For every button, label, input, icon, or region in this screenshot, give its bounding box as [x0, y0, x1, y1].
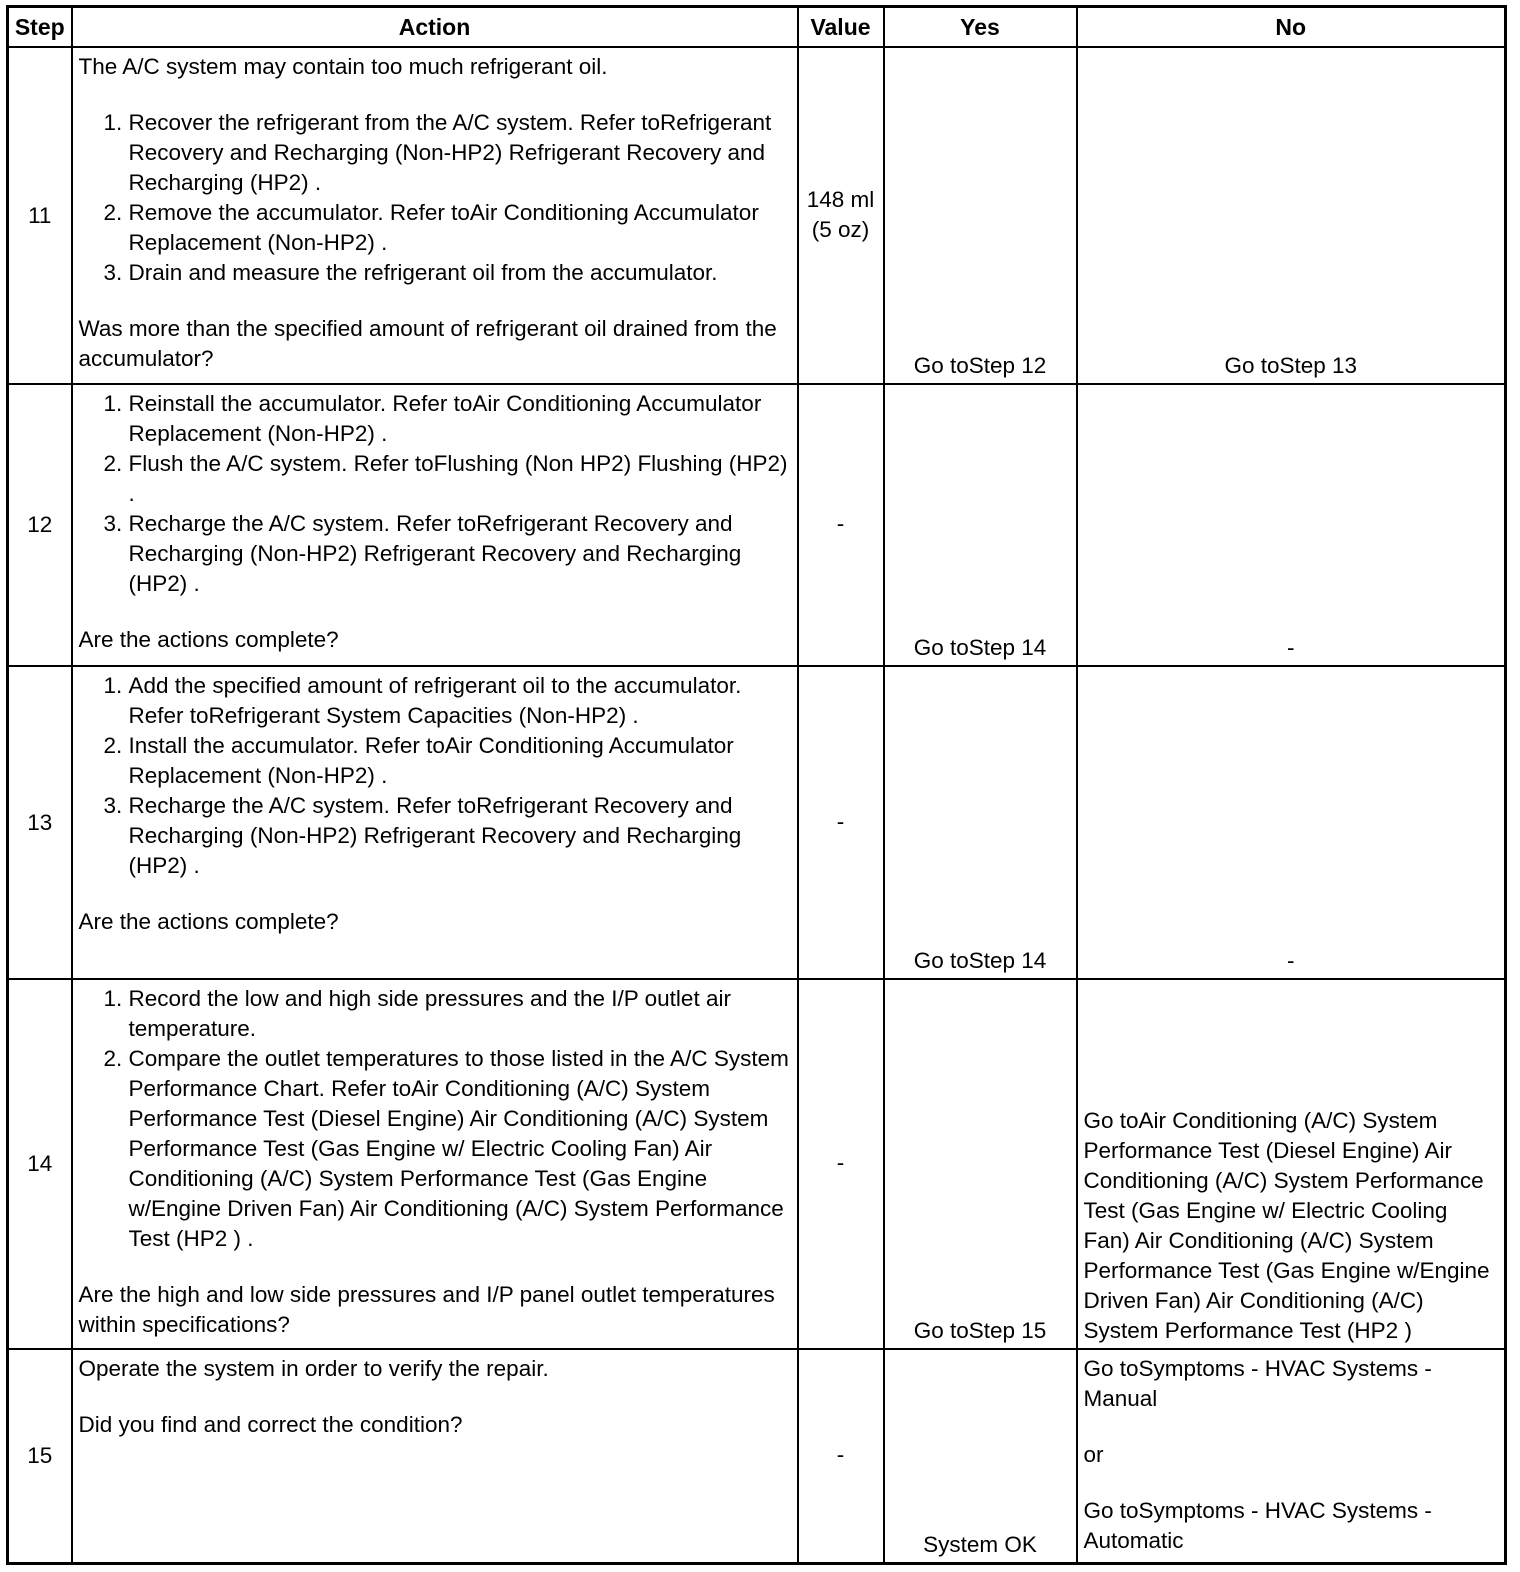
action-cell — [72, 384, 798, 666]
action-question: Are the actions complete? — [78, 909, 339, 934]
yes-cell: Go toStep 14 — [884, 666, 1077, 979]
no-cell: - — [1077, 666, 1506, 979]
no-option-or: or — [1083, 1442, 1104, 1467]
list-item: 1. Record the low and high side pressures and the I/P outlet air temperature. — [129, 984, 791, 1044]
list-item: 2. Flush the A/C system. Refer toFlushing (Non HP2) Flushing (HP2) . — [129, 449, 791, 509]
action-cell — [72, 666, 798, 979]
value-cell: - — [798, 1349, 884, 1564]
action-question: Are the actions complete? — [78, 627, 339, 652]
list-item: 2. Compare the outlet temperatures to those listed in the A/C System Performance Chart. Refer toAir Conditioning (A/C) System Performance Test (Diesel Engine) Air Conditioning (A/C) System Performance Test (Gas Engine w/ Electric Cooling Fan) Air Conditioning (A/C) System Performance Test (Gas Engine w/Engine Driven Fan) Air Conditioning (A/C) System Performance Test (HP2 ) . — [129, 1044, 791, 1254]
list-item: 2. Remove the accumulator. Refer toAir Conditioning Accumulator Replacement (Non-HP2) . — [129, 198, 791, 258]
no-cell: Go toStep 13 — [1077, 47, 1506, 384]
diagnostic-table — [6, 5, 1507, 1565]
header-row — [8, 7, 1506, 48]
list-item: 1. Recover the refrigerant from the A/C system. Refer toRefrigerant Recovery and Recharging (Non-HP2) Refrigerant Recovery and Recharging (HP2) . — [129, 108, 791, 198]
yes-cell: Go toStep 15 — [884, 979, 1077, 1349]
header-action: Action — [72, 7, 798, 48]
action-question: Did you find and correct the condition? — [78, 1412, 463, 1437]
action-cell — [72, 1349, 798, 1564]
table-row-step-12 — [8, 384, 1506, 666]
step-number: 14 — [8, 979, 72, 1349]
action-list — [79, 108, 791, 288]
value-cell: 148 ml (5 oz) — [798, 47, 884, 384]
no-option-manual: Go toSymptoms - HVAC Systems - Manual — [1083, 1356, 1432, 1411]
table-row-step-14 — [8, 979, 1506, 1349]
action-question: Are the high and low side pressures and I/P panel outlet temperatures within specifications? — [78, 1282, 775, 1337]
list-item: 3. Recharge the A/C system. Refer toRefrigerant Recovery and Recharging (Non-HP2) Refrigerant Recovery and Recharging (HP2) . — [129, 791, 791, 881]
no-cell: Go toAir Conditioning (A/C) System Performance Test (Diesel Engine) Air Conditioning (A/C) System Performance Test (Gas Engine w/ Electric Cooling Fan) Air Conditioning (A/C) System Performance Test (Gas Engine w/Engine Driven Fan) Air Conditioning (A/C) System Performance Test (HP2 ) — [1077, 979, 1506, 1349]
action-list — [79, 984, 791, 1254]
list-item: 2. Install the accumulator. Refer toAir Conditioning Accumulator Replacement (Non-HP2) . — [129, 731, 791, 791]
yes-cell: Go toStep 14 — [884, 384, 1077, 666]
step-number: 13 — [8, 666, 72, 979]
header-no: No — [1077, 7, 1506, 48]
action-cell — [72, 47, 798, 384]
action-intro: Operate the system in order to verify the repair. — [78, 1356, 549, 1381]
list-item: 3. Drain and measure the refrigerant oil from the accumulator. — [129, 258, 791, 288]
action-list — [79, 671, 791, 881]
list-item: 3. Recharge the A/C system. Refer toRefrigerant Recovery and Recharging (Non-HP2) Refrigerant Recovery and Recharging (HP2) . — [129, 509, 791, 599]
table-row-step-11 — [8, 47, 1506, 384]
header-step: Step — [8, 7, 72, 48]
header-value: Value — [798, 7, 884, 48]
value-cell: - — [798, 384, 884, 666]
value-cell: - — [798, 979, 884, 1349]
yes-cell: Go toStep 12 — [884, 47, 1077, 384]
no-option-automatic: Go toSymptoms - HVAC Systems - Automatic — [1083, 1498, 1432, 1553]
list-item: 1. Add the specified amount of refrigerant oil to the accumulator. Refer toRefrigerant System Capacities (Non-HP2) . — [129, 671, 791, 731]
action-question: Was more than the specified amount of refrigerant oil drained from the accumulator? — [78, 316, 777, 371]
action-list — [79, 389, 791, 599]
header-yes: Yes — [884, 7, 1077, 48]
action-cell — [72, 979, 798, 1349]
list-item: 1. Reinstall the accumulator. Refer toAir Conditioning Accumulator Replacement (Non-HP2) . — [129, 389, 791, 449]
action-intro: The A/C system may contain too much refrigerant oil. — [78, 54, 608, 79]
step-number: 11 — [8, 47, 72, 384]
step-number: 12 — [8, 384, 72, 666]
table-row-step-15 — [8, 1349, 1506, 1564]
step-number: 15 — [8, 1349, 72, 1564]
no-cell — [1077, 1349, 1506, 1564]
no-cell: - — [1077, 384, 1506, 666]
yes-cell: System OK — [884, 1349, 1077, 1564]
value-cell: - — [798, 666, 884, 979]
table-row-step-13 — [8, 666, 1506, 979]
